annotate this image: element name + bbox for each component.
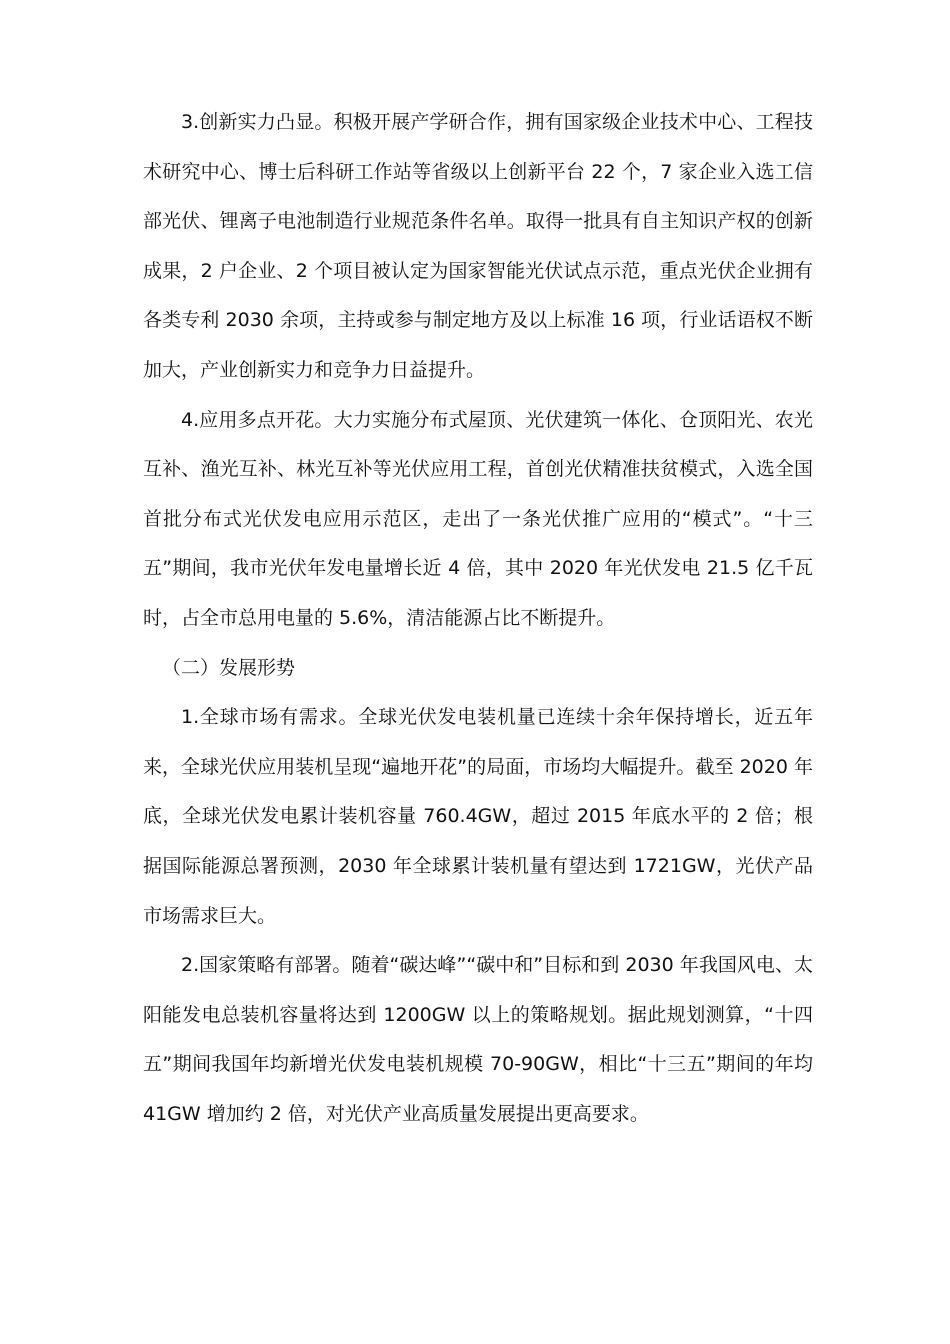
paragraph-national-strategy: 2.国家策略有部署。随着“碳达峰”“碳中和”目标和到 2030 年我国风电、太阳能发电总装机容量将达到 1200GW 以上的策略规划。据此规划测算，“十四五”期间我国年均新增光伏发电装机规模 70-90GW，相比“十三五”期间的年均 41GW 增加约 2 倍，对光伏产业高质量发展提出更高要求。 [143, 954, 813, 1125]
section-heading-development-situation: （二）发展形势 [162, 656, 296, 679]
document-body [143, 98, 813, 1139]
paragraph-global-market-demand: 1.全球市场有需求。全球光伏发电装机量已连续十余年保持增长，近五年来，全球光伏应用装机呈现“遍地开花”的局面，市场均大幅提升。截至 2020 年底，全球光伏发电累计装机容量 760.4GW，超过 2015 年底水平的 2 倍；根据国际能源总署预测，2030 年全球累计装机量有望达到 1721GW，光伏产品市场需求巨大。 [143, 706, 813, 927]
paragraph-application-blooming: 4.应用多点开花。大力实施分布式屋顶、光伏建筑一体化、仓顶阳光、农光互补、渔光互补、林光互补等光伏应用工程，首创光伏精准扶贫模式，入选全国首批分布式光伏发电应用示范区，走出了一条光伏推广应用的“模式”。“十三五”期间，我市光伏年发电量增长近 4 倍，其中 2020 年光伏发电 21.5 亿千瓦时，占全市总用电量的 5.6%，清洁能源占比不断提升。 [143, 408, 813, 629]
paragraph-innovation-strength: 3.创新实力凸显。积极开展产学研合作，拥有国家级企业技术中心、工程技术研究中心、博士后科研工作站等省级以上创新平台 22 个，7 家企业入选工信部光伏、锂离子电池制造行业规范条件名单。取得一批具有自主知识产权的创新成果，2 户企业、2 个项目被认定为国家智能光伏试点示范，重点光伏企业拥有各类专利 2030 余项，主持或参与制定地方及以上标准 16 项，行业话语权不断加大，产业创新实力和竞争力日益提升。 [143, 111, 813, 381]
